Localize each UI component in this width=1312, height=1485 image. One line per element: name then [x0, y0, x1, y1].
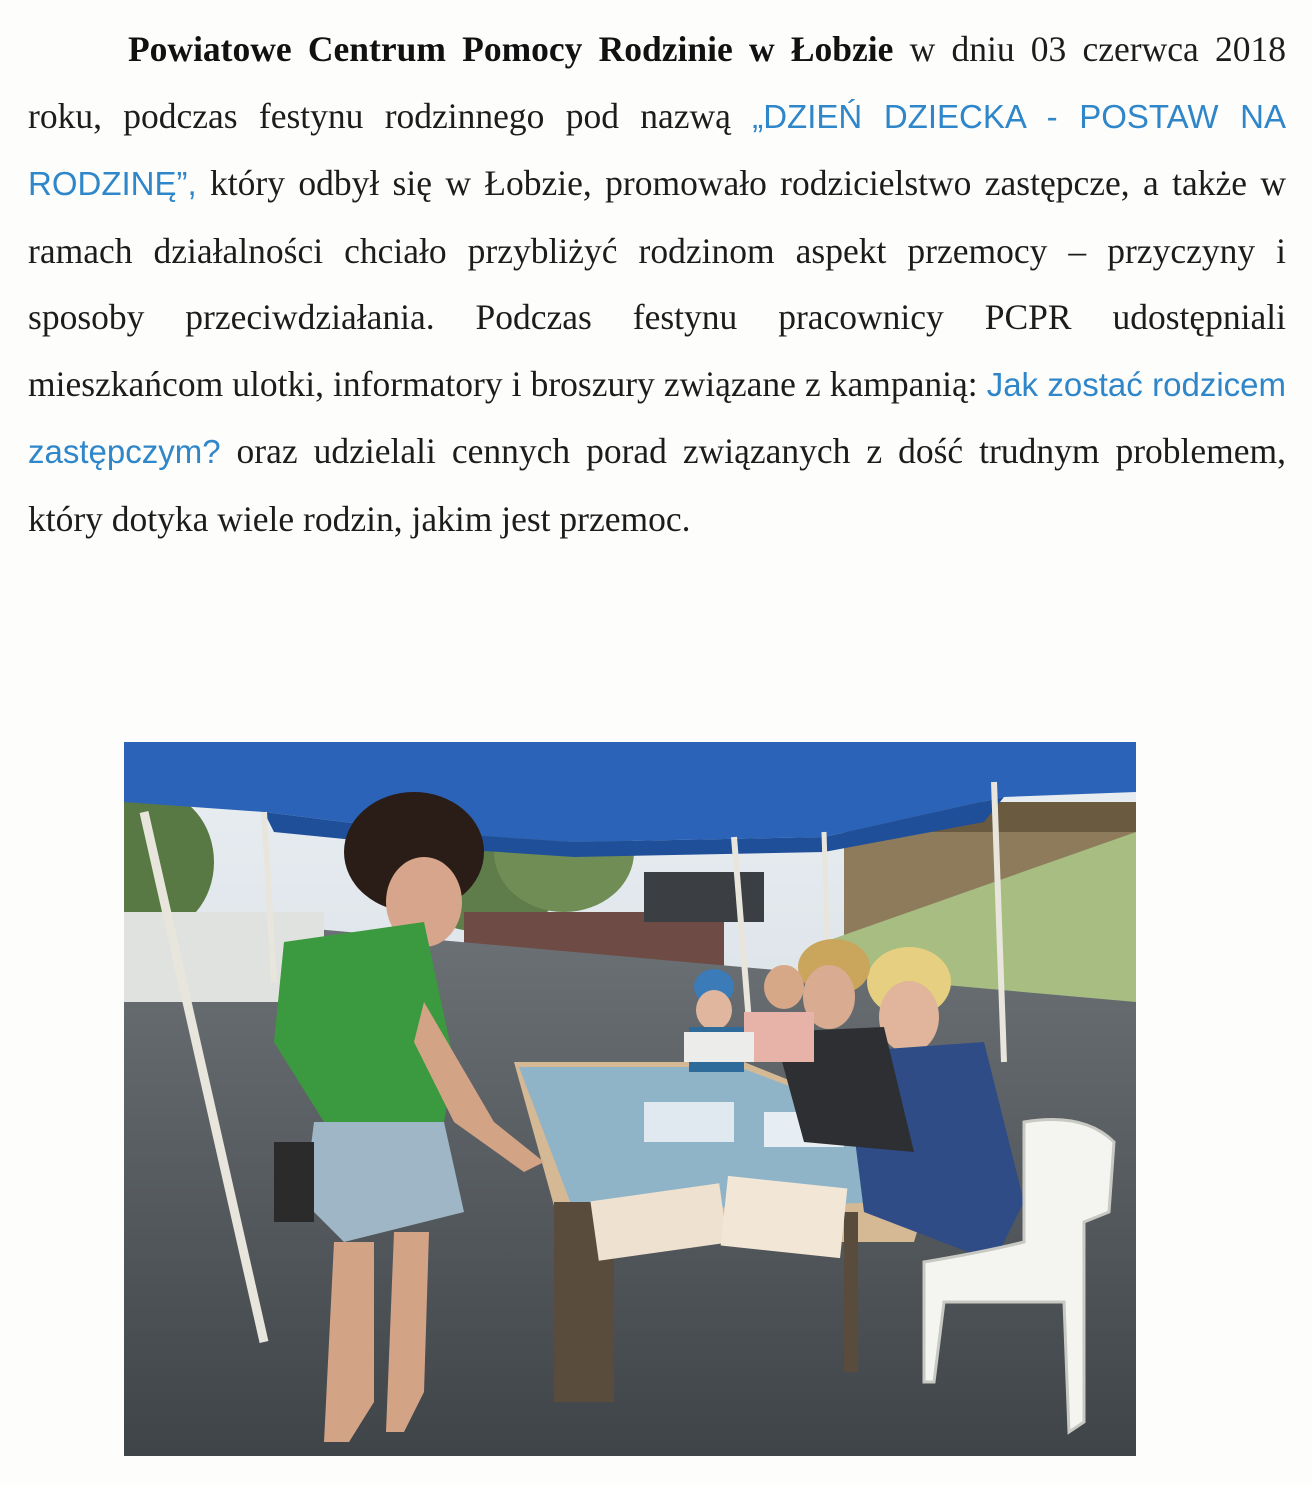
paragraph-text-1: w dniu 03 czerwca 2018 roku, podczas festynu rodzinnego pod nazwą [28, 29, 1286, 136]
campaign-name: Jak zostać rodzicem zastępczym? [28, 365, 1286, 470]
organization-name: Powiatowe Centrum Pomocy Rodzinie w Łobzie [128, 29, 894, 69]
paragraph-text-2: który odbył się w Łobzie, promowało rodzicielstwo zastępcze, a także w ramach działalności chciało przybliżyć rodzinom aspekt przemocy – przyczyny i sposoby przeciwdziałania. Podczas festynu pracownicy PCPR udostępniali mieszkańcom ulotki, informatory i broszury związane z kampanią: [28, 163, 1286, 404]
body-paragraph [28, 16, 1286, 552]
event-photo [124, 742, 1136, 1456]
event-photo-illustration [124, 742, 1136, 1456]
event-name: „DZIEŃ DZIECKA - POSTAW NA RODZINĘ”, [28, 97, 1286, 202]
paragraph-text-3: oraz udzielali cennych porad związanych z dość trudnym problemem, który dotyka wiele rodzin, jakim jest przemoc. [28, 431, 1286, 539]
